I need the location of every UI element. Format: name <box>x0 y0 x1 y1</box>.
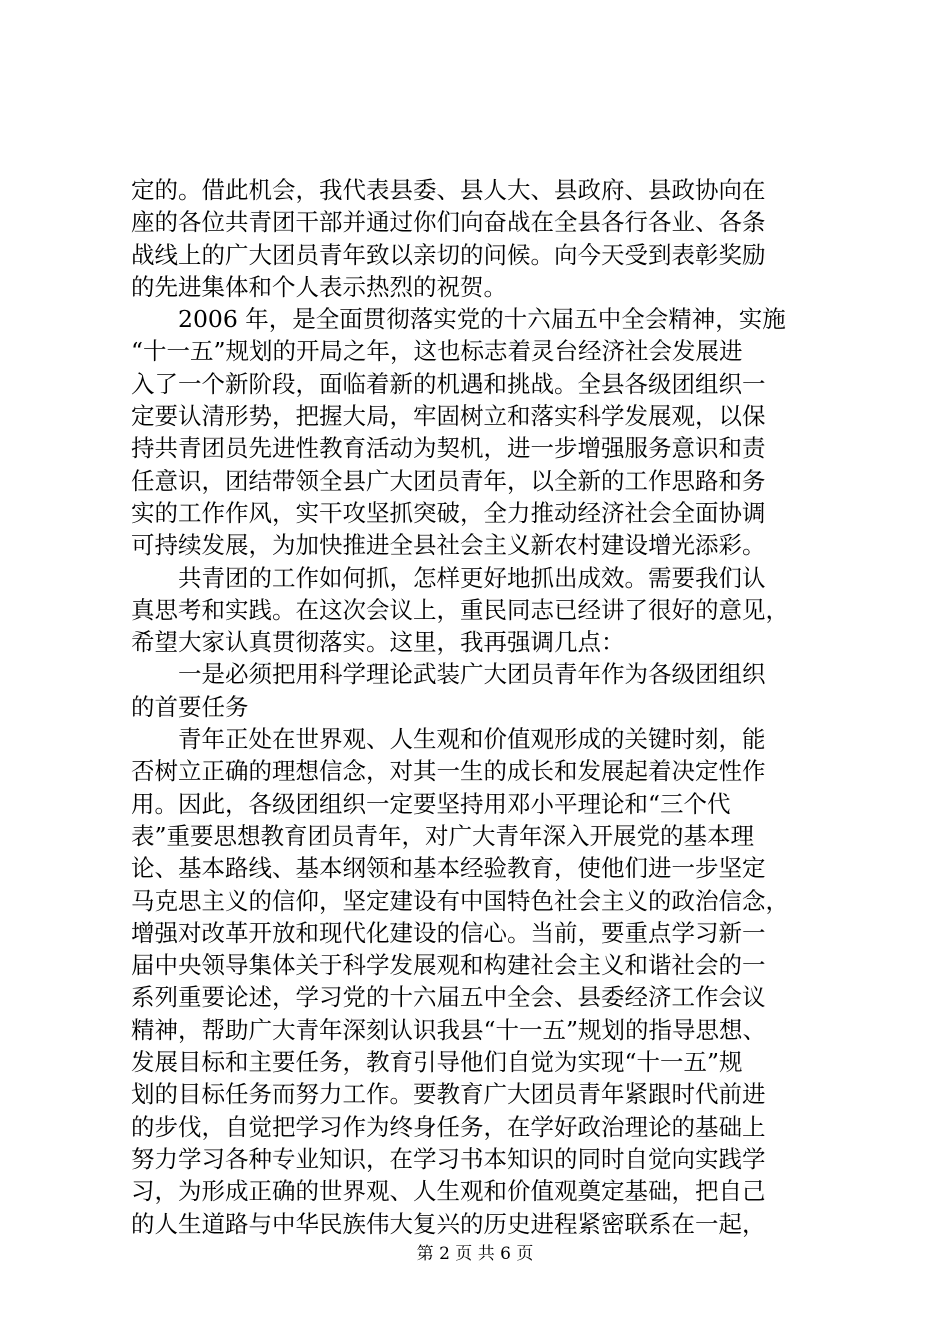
text-line: 可持续发展，为加快推进全县社会主义新农村建设增光添彩。 <box>131 531 766 560</box>
text-line: 否树立正确的理想信念，对其一生的成长和发展起着决定性作 <box>131 757 766 786</box>
paragraph <box>131 658 831 723</box>
paragraph <box>131 174 831 303</box>
paragraph <box>131 303 831 561</box>
text-line: 2006 年，是全面贯彻落实党的十六届五中全会精神，实施 <box>178 305 786 334</box>
text-line: 真思考和实践。在这次会议上，重民同志已经讲了很好的意见， <box>131 595 789 624</box>
paragraph <box>131 723 831 1240</box>
text-line: 届中央领导集体关于科学发展观和构建社会主义和谐社会的一 <box>131 951 766 980</box>
text-line: 共青团的工作如何抓，怎样更好地抓出成效。需要我们认 <box>178 563 766 592</box>
paragraph <box>131 562 831 659</box>
document-body <box>131 174 831 1240</box>
text-line: 入了一个新阶段，面临着新的机遇和挑战。全县各级团组织一 <box>131 369 766 398</box>
text-line: 实的工作作风，实干攻坚抓突破，全力推动经济社会全面协调 <box>131 498 766 527</box>
text-line: “十一五”规划的开局之年，这也标志着灵台经济社会发展进 <box>131 337 743 366</box>
text-line: 座的各位共青团干部并通过你们向奋战在全县各行各业、各条 <box>131 208 766 237</box>
text-line: 战线上的广大团员青年致以亲切的问候。向今天受到表彰奖励 <box>131 240 766 269</box>
text-line: 精神，帮助广大青年深刻认识我县“十一五”规划的指导思想、 <box>131 1015 767 1044</box>
text-line: 表”重要思想教育团员青年，对广大青年深入开展党的基本理 <box>131 821 755 850</box>
page-footer: 第 2 页 共 6 页 <box>416 1244 534 1264</box>
text-line: 一是必须把用科学理论武装广大团员青年作为各级团组织 <box>178 660 766 689</box>
text-line: 希望大家认真贯彻落实。这里，我再强调几点： <box>131 628 625 657</box>
text-line: 的人生道路与中华民族伟大复兴的历史进程紧密联系在一起， <box>131 1209 766 1238</box>
text-line: 论、基本路线、基本纲领和基本经验教育，使他们进一步坚定 <box>131 854 766 883</box>
text-line: 系列重要论述，学习党的十六届五中全会、县委经济工作会议 <box>131 983 766 1012</box>
text-line: 马克思主义的信仰，坚定建设有中国特色社会主义的政治信念， <box>131 886 789 915</box>
text-line: 划的目标任务而努力工作。要教育广大团员青年紧跟时代前进 <box>131 1080 766 1109</box>
text-line: 的首要任务 <box>131 692 249 721</box>
text-line: 用。因此，各级团组织一定要坚持用邓小平理论和“三个代 <box>131 789 731 818</box>
text-line: 定的。借此机会，我代表县委、县人大、县政府、县政协向在 <box>131 176 766 204</box>
text-line: 习，为形成正确的世界观、人生观和价值观奠定基础，把自己 <box>131 1177 766 1206</box>
text-line: 努力学习各种专业知识，在学习书本知识的同时自觉向实践学 <box>131 1144 766 1173</box>
text-line: 定要认清形势，把握大局，牢固树立和落实科学发展观，以保 <box>131 402 766 431</box>
text-line: 增强对改革开放和现代化建设的信心。当前，要重点学习新一 <box>131 918 766 947</box>
text-line: 发展目标和主要任务，教育引导他们自觉为实现“十一五”规 <box>131 1048 743 1077</box>
text-line: 持共青团员先进性教育活动为契机，进一步增强服务意识和责 <box>131 434 766 463</box>
text-line: 的步伐，自觉把学习作为终身任务，在学好政治理论的基础上 <box>131 1112 766 1141</box>
text-line: 青年正处在世界观、人生观和价值观形成的关键时刻，能 <box>178 725 766 754</box>
text-line: 的先进集体和个人表示热烈的祝贺。 <box>131 272 507 301</box>
text-line: 任意识，团结带领全县广大团员青年，以全新的工作思路和务 <box>131 466 766 495</box>
